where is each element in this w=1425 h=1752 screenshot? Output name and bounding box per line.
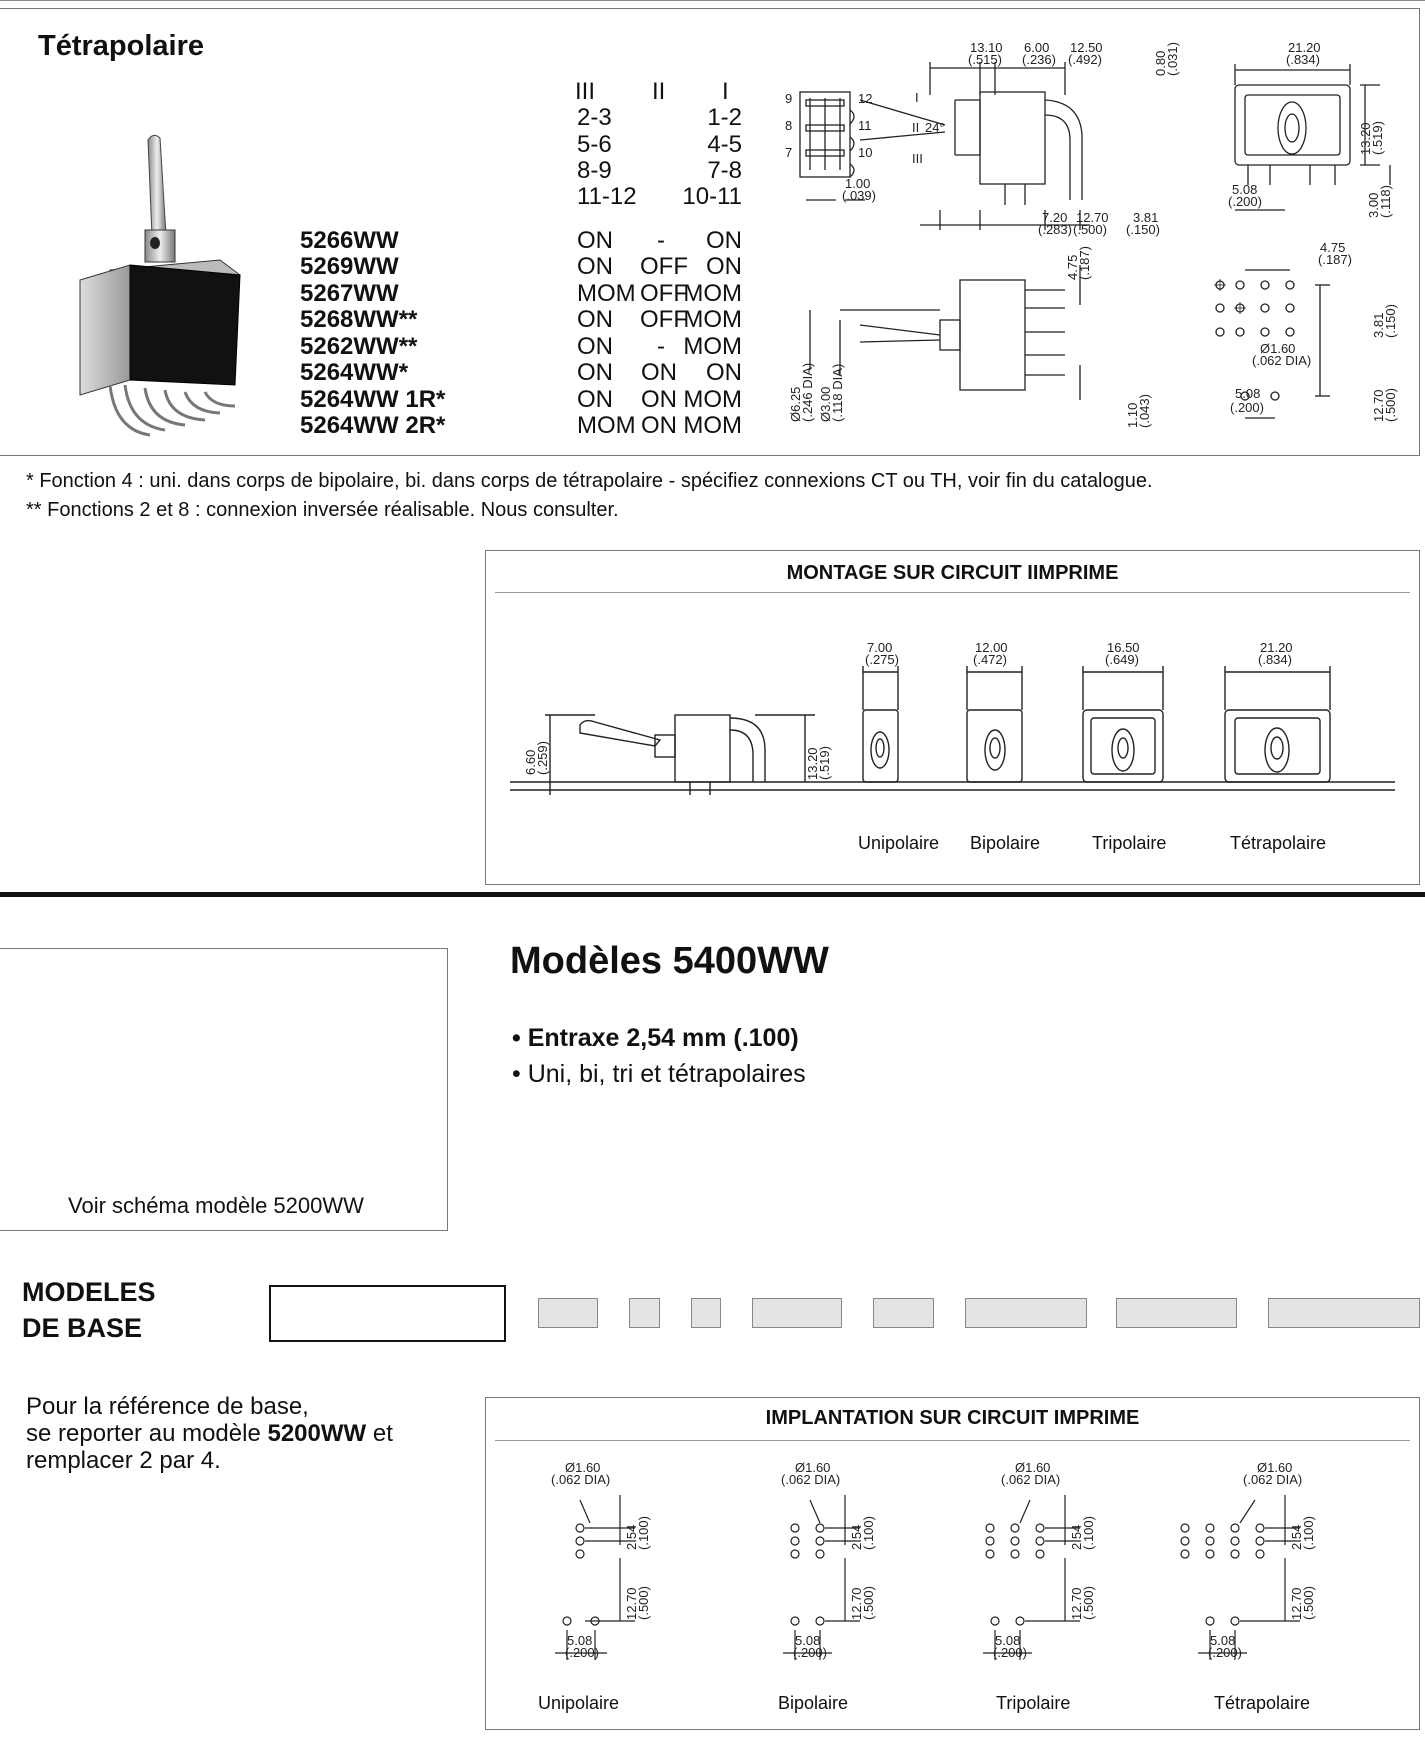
dim-value: Ø1.60 <box>1260 341 1296 356</box>
dim-inch: (.150) <box>1383 304 1398 338</box>
model-pos-3: ON <box>577 227 613 254</box>
dim-inch: (.649) <box>1105 652 1139 667</box>
model-pos-3: MOM <box>577 412 636 439</box>
model-ref: 5264WW* <box>300 359 409 386</box>
col-header-2: II <box>652 78 666 105</box>
montage-title: MONTAGE SUR CIRCUIT IIMPRIME <box>786 562 1119 584</box>
position-label: III <box>912 151 923 166</box>
montage-label: Unipolaire <box>858 833 940 853</box>
dim-value: 1.00 <box>845 176 871 191</box>
pitch-value: 2.54 <box>849 1524 864 1550</box>
connection-left: 8-9 <box>577 157 612 184</box>
gap-inch: (.500) <box>636 1586 651 1620</box>
dim-inch: (.275) <box>865 652 899 667</box>
position-label: I <box>915 90 919 105</box>
pitch-inch: (.100) <box>861 1516 876 1550</box>
pin-label: 10 <box>858 145 873 160</box>
pin-label: 11 <box>858 118 872 133</box>
pin-label: 9 <box>785 91 793 106</box>
dim-value: 4.75 <box>1065 254 1080 280</box>
gap-inch: (.500) <box>861 1586 876 1620</box>
dim-value: Ø6.25 <box>788 386 803 422</box>
dia-inch: (.062 DIA) <box>551 1472 611 1487</box>
dim-inch: (.500) <box>1383 388 1398 422</box>
gap-value: 12.70 <box>849 1587 864 1620</box>
gap-value: 12.70 <box>1289 1587 1304 1620</box>
dim-inch: (.519) <box>1370 121 1385 155</box>
tetra-drawings <box>780 40 1420 445</box>
model-ref: 5268WW** <box>300 306 418 333</box>
model-ref: 5264WW 2R* <box>300 412 446 439</box>
ref-segment <box>691 1298 721 1328</box>
connection-right: 4-5 <box>707 131 742 158</box>
dim-value: 0.80 <box>1153 50 1168 76</box>
pitch-value: 2.54 <box>624 1524 639 1550</box>
connection-left: 11-12 <box>577 183 637 210</box>
pin-label: 12 <box>858 91 873 106</box>
col-header-3: III <box>575 78 596 105</box>
model-pos-3: ON <box>577 359 613 386</box>
dim-value: 21.20 <box>1260 640 1293 655</box>
base-label-line1: MODELES <box>22 1277 156 1307</box>
ref-segment <box>752 1298 842 1328</box>
model-pos-1: MOM <box>683 412 742 439</box>
schema-placeholder <box>0 948 448 1231</box>
spacing-inch: (.200) <box>993 1645 1027 1660</box>
implantation-drawing <box>485 1445 1420 1675</box>
ref-segment <box>629 1298 660 1328</box>
dia-value: Ø1.60 <box>795 1460 831 1475</box>
spacing-inch: (.200) <box>565 1645 599 1660</box>
dim-value: 12.70 <box>1076 210 1109 225</box>
montage-label: Tripolaire <box>1092 833 1167 853</box>
base-note-model: 5200WW <box>267 1420 367 1447</box>
dim-inch: (.236) <box>1022 52 1056 67</box>
dim-inch: (.200) <box>1230 400 1264 415</box>
dia-value: Ø1.60 <box>1257 1460 1293 1475</box>
dim-value: 21.20 <box>1288 40 1321 55</box>
spacing-inch: (.200) <box>793 1645 827 1660</box>
ref-segment <box>1116 1298 1237 1328</box>
ref-segment <box>538 1298 598 1328</box>
top-rule <box>0 0 1425 1</box>
implantation-label: Unipolaire <box>538 1693 620 1713</box>
model-pos-3: ON <box>577 306 613 333</box>
gap-value: 12.70 <box>1069 1587 1084 1620</box>
model-ref: 5267WW <box>300 280 399 307</box>
gap-inch: (.500) <box>1301 1586 1316 1620</box>
dim-inch: (.834) <box>1286 52 1320 67</box>
angle-label: 24° <box>925 120 945 135</box>
position-label: II <box>912 120 920 135</box>
series-title: Modèles 5400WW <box>510 940 829 982</box>
montage-label: Tétrapolaire <box>1230 833 1327 853</box>
dia-inch: (.062 DIA) <box>1001 1472 1061 1487</box>
model-pos-3: MOM <box>577 280 636 307</box>
base-note-post: et <box>366 1420 393 1447</box>
dim-inch: (.500) <box>1073 222 1107 237</box>
section-title: Tétrapolaire <box>38 30 204 62</box>
dim-value: 3.00 <box>1366 192 1381 218</box>
base-label-line2: DE BASE <box>22 1313 143 1343</box>
dim-inch: (.492) <box>1068 52 1102 67</box>
gap-inch: (.500) <box>1081 1586 1096 1620</box>
section-separator <box>0 892 1425 897</box>
base-note <box>26 1393 393 1474</box>
connection-right: 10-11 <box>682 183 742 210</box>
model-ref: 5264WW 1R* <box>300 386 446 413</box>
dim-value: 6.60 <box>523 749 538 775</box>
base-label <box>22 1274 156 1346</box>
implantation-label: Tripolaire <box>996 1693 1071 1713</box>
spacing-value: 5.08 <box>1210 1633 1236 1648</box>
dim-inch: (.118) <box>1378 185 1393 218</box>
model-pos-2: OFF <box>640 253 688 280</box>
model-pos-3: ON <box>577 386 613 413</box>
footnote-1: * Fonction 4 : uni. dans corps de bipolaire, bi. dans corps de tétrapolaire - spécifiez connexions CT ou TH, voir fin du catalogue. <box>26 470 1153 492</box>
spacing-value: 5.08 <box>795 1633 821 1648</box>
dim-value: 7.00 <box>867 640 893 655</box>
pitch-inch: (.100) <box>1081 1516 1096 1550</box>
model-pos-1: MOM <box>683 386 742 413</box>
model-pos-1: MOM <box>683 306 742 333</box>
model-pos-3: ON <box>577 253 613 280</box>
dim-inch: (.118 DIA) <box>830 363 845 422</box>
dim-value: Ø3.00 <box>818 386 833 422</box>
model-pos-2: OFF <box>640 306 688 333</box>
model-pos-2: ON <box>641 412 677 439</box>
dia-value: Ø1.60 <box>565 1460 601 1475</box>
base-note-line1: Pour la référence de base, <box>26 1393 309 1420</box>
dim-inch: (.259) <box>535 741 550 775</box>
dim-value: 4.75 <box>1320 240 1346 255</box>
dim-inch: (.200) <box>1228 194 1262 209</box>
dim-value: 3.81 <box>1133 210 1159 225</box>
implantation-label: Bipolaire <box>778 1693 849 1713</box>
base-ref-box <box>269 1285 506 1342</box>
pin-label: 8 <box>785 118 793 133</box>
implantation-title: IMPLANTATION SUR CIRCUIT IMPRIME <box>765 1407 1140 1429</box>
model-pos-1: MOM <box>683 280 742 307</box>
dim-value: 13.10 <box>970 40 1003 55</box>
model-ref: 5269WW <box>300 253 399 280</box>
dim-inch: (.150) <box>1126 222 1160 237</box>
montage-title-rule <box>495 592 1410 593</box>
model-pos-2: ON <box>641 359 677 386</box>
dim-value: 1.10 <box>1125 402 1140 428</box>
pin-label: 7 <box>785 145 793 160</box>
model-pos-1: MOM <box>683 333 742 360</box>
implantation-title-rule <box>495 1440 1410 1441</box>
connection-right: 7-8 <box>707 157 742 184</box>
dim-value: 5.08 <box>1232 182 1258 197</box>
model-ref: 5266WW <box>300 227 399 254</box>
implantation-label: Tétrapolaire <box>1214 1693 1311 1713</box>
connection-right: 1-2 <box>707 104 742 131</box>
model-pos-3: ON <box>577 333 613 360</box>
dim-inch: (.834) <box>1258 652 1292 667</box>
dim-value: 5.08 <box>1235 386 1261 401</box>
model-pos-1: ON <box>706 359 742 386</box>
model-ref: 5262WW** <box>300 333 418 360</box>
pitch-value: 2.54 <box>1289 1524 1304 1550</box>
connection-left: 2-3 <box>577 104 612 131</box>
pitch-inch: (.100) <box>1301 1516 1316 1550</box>
dim-value: 13.20 <box>1358 122 1373 155</box>
spacing-value: 5.08 <box>567 1633 593 1648</box>
base-note-pre: se reporter au modèle <box>26 1420 268 1447</box>
dim-value: 16.50 <box>1107 640 1140 655</box>
dim-inch: (.031) <box>1165 42 1180 76</box>
dim-inch: (.246 DIA) <box>800 362 815 422</box>
base-note-line3: remplacer 2 par 4. <box>26 1447 221 1474</box>
dim-value: 3.81 <box>1371 312 1386 338</box>
dim-value: 12.00 <box>975 640 1008 655</box>
dim-value: 6.00 <box>1024 40 1050 55</box>
dia-inch: (.062 DIA) <box>781 1472 841 1487</box>
spacing-inch: (.200) <box>1208 1645 1242 1660</box>
col-header-1: I <box>722 78 729 105</box>
dia-inch: (.062 DIA) <box>1243 1472 1303 1487</box>
dim-value: 12.50 <box>1070 40 1103 55</box>
gap-value: 12.70 <box>624 1587 639 1620</box>
pitch-value: 2.54 <box>1069 1524 1084 1550</box>
pitch-inch: (.100) <box>636 1516 651 1550</box>
footnote-2: ** Fonctions 2 et 8 : connexion inversée réalisable. Nous consulter. <box>26 499 619 521</box>
bullet-entraxe: • Entraxe 2,54 mm (.100) <box>512 1024 799 1052</box>
dim-inch: (.187) <box>1077 246 1092 280</box>
dim-inch: (.039) <box>842 188 876 203</box>
montage-drawing <box>485 600 1420 810</box>
dim-inch: (.043) <box>1137 394 1152 428</box>
montage-label: Bipolaire <box>970 833 1041 853</box>
dim-inch: (.062 DIA) <box>1252 353 1312 368</box>
model-pos-2: - <box>657 227 665 254</box>
model-pos-2: OFF <box>640 280 688 307</box>
dia-value: Ø1.60 <box>1015 1460 1051 1475</box>
dim-inch: (.472) <box>973 652 1007 667</box>
base-note-line2 <box>26 1420 393 1447</box>
model-pos-1: ON <box>706 227 742 254</box>
schema-note: Voir schéma modèle 5200WW <box>68 1193 364 1218</box>
ref-segment <box>1268 1298 1420 1328</box>
bullet-poles: • Uni, bi, tri et tétrapolaires <box>512 1060 806 1088</box>
pad-group-tetra <box>1181 1495 1300 1660</box>
dim-inch: (.515) <box>968 52 1002 67</box>
dim-value: 12.70 <box>1371 389 1386 422</box>
ref-segment <box>873 1298 934 1328</box>
connection-left: 5-6 <box>577 131 612 158</box>
ref-segment <box>965 1298 1087 1328</box>
dim-inch: (.187) <box>1318 252 1352 267</box>
dim-value: 7.20 <box>1042 210 1068 225</box>
dim-inch: (.283) <box>1038 222 1072 237</box>
dim-inch: (.519) <box>817 746 832 780</box>
model-pos-1: ON <box>706 253 742 280</box>
spacing-value: 5.08 <box>995 1633 1021 1648</box>
model-pos-2: ON <box>641 386 677 413</box>
model-pos-2: - <box>657 333 665 360</box>
dim-value: 13.20 <box>805 747 820 780</box>
